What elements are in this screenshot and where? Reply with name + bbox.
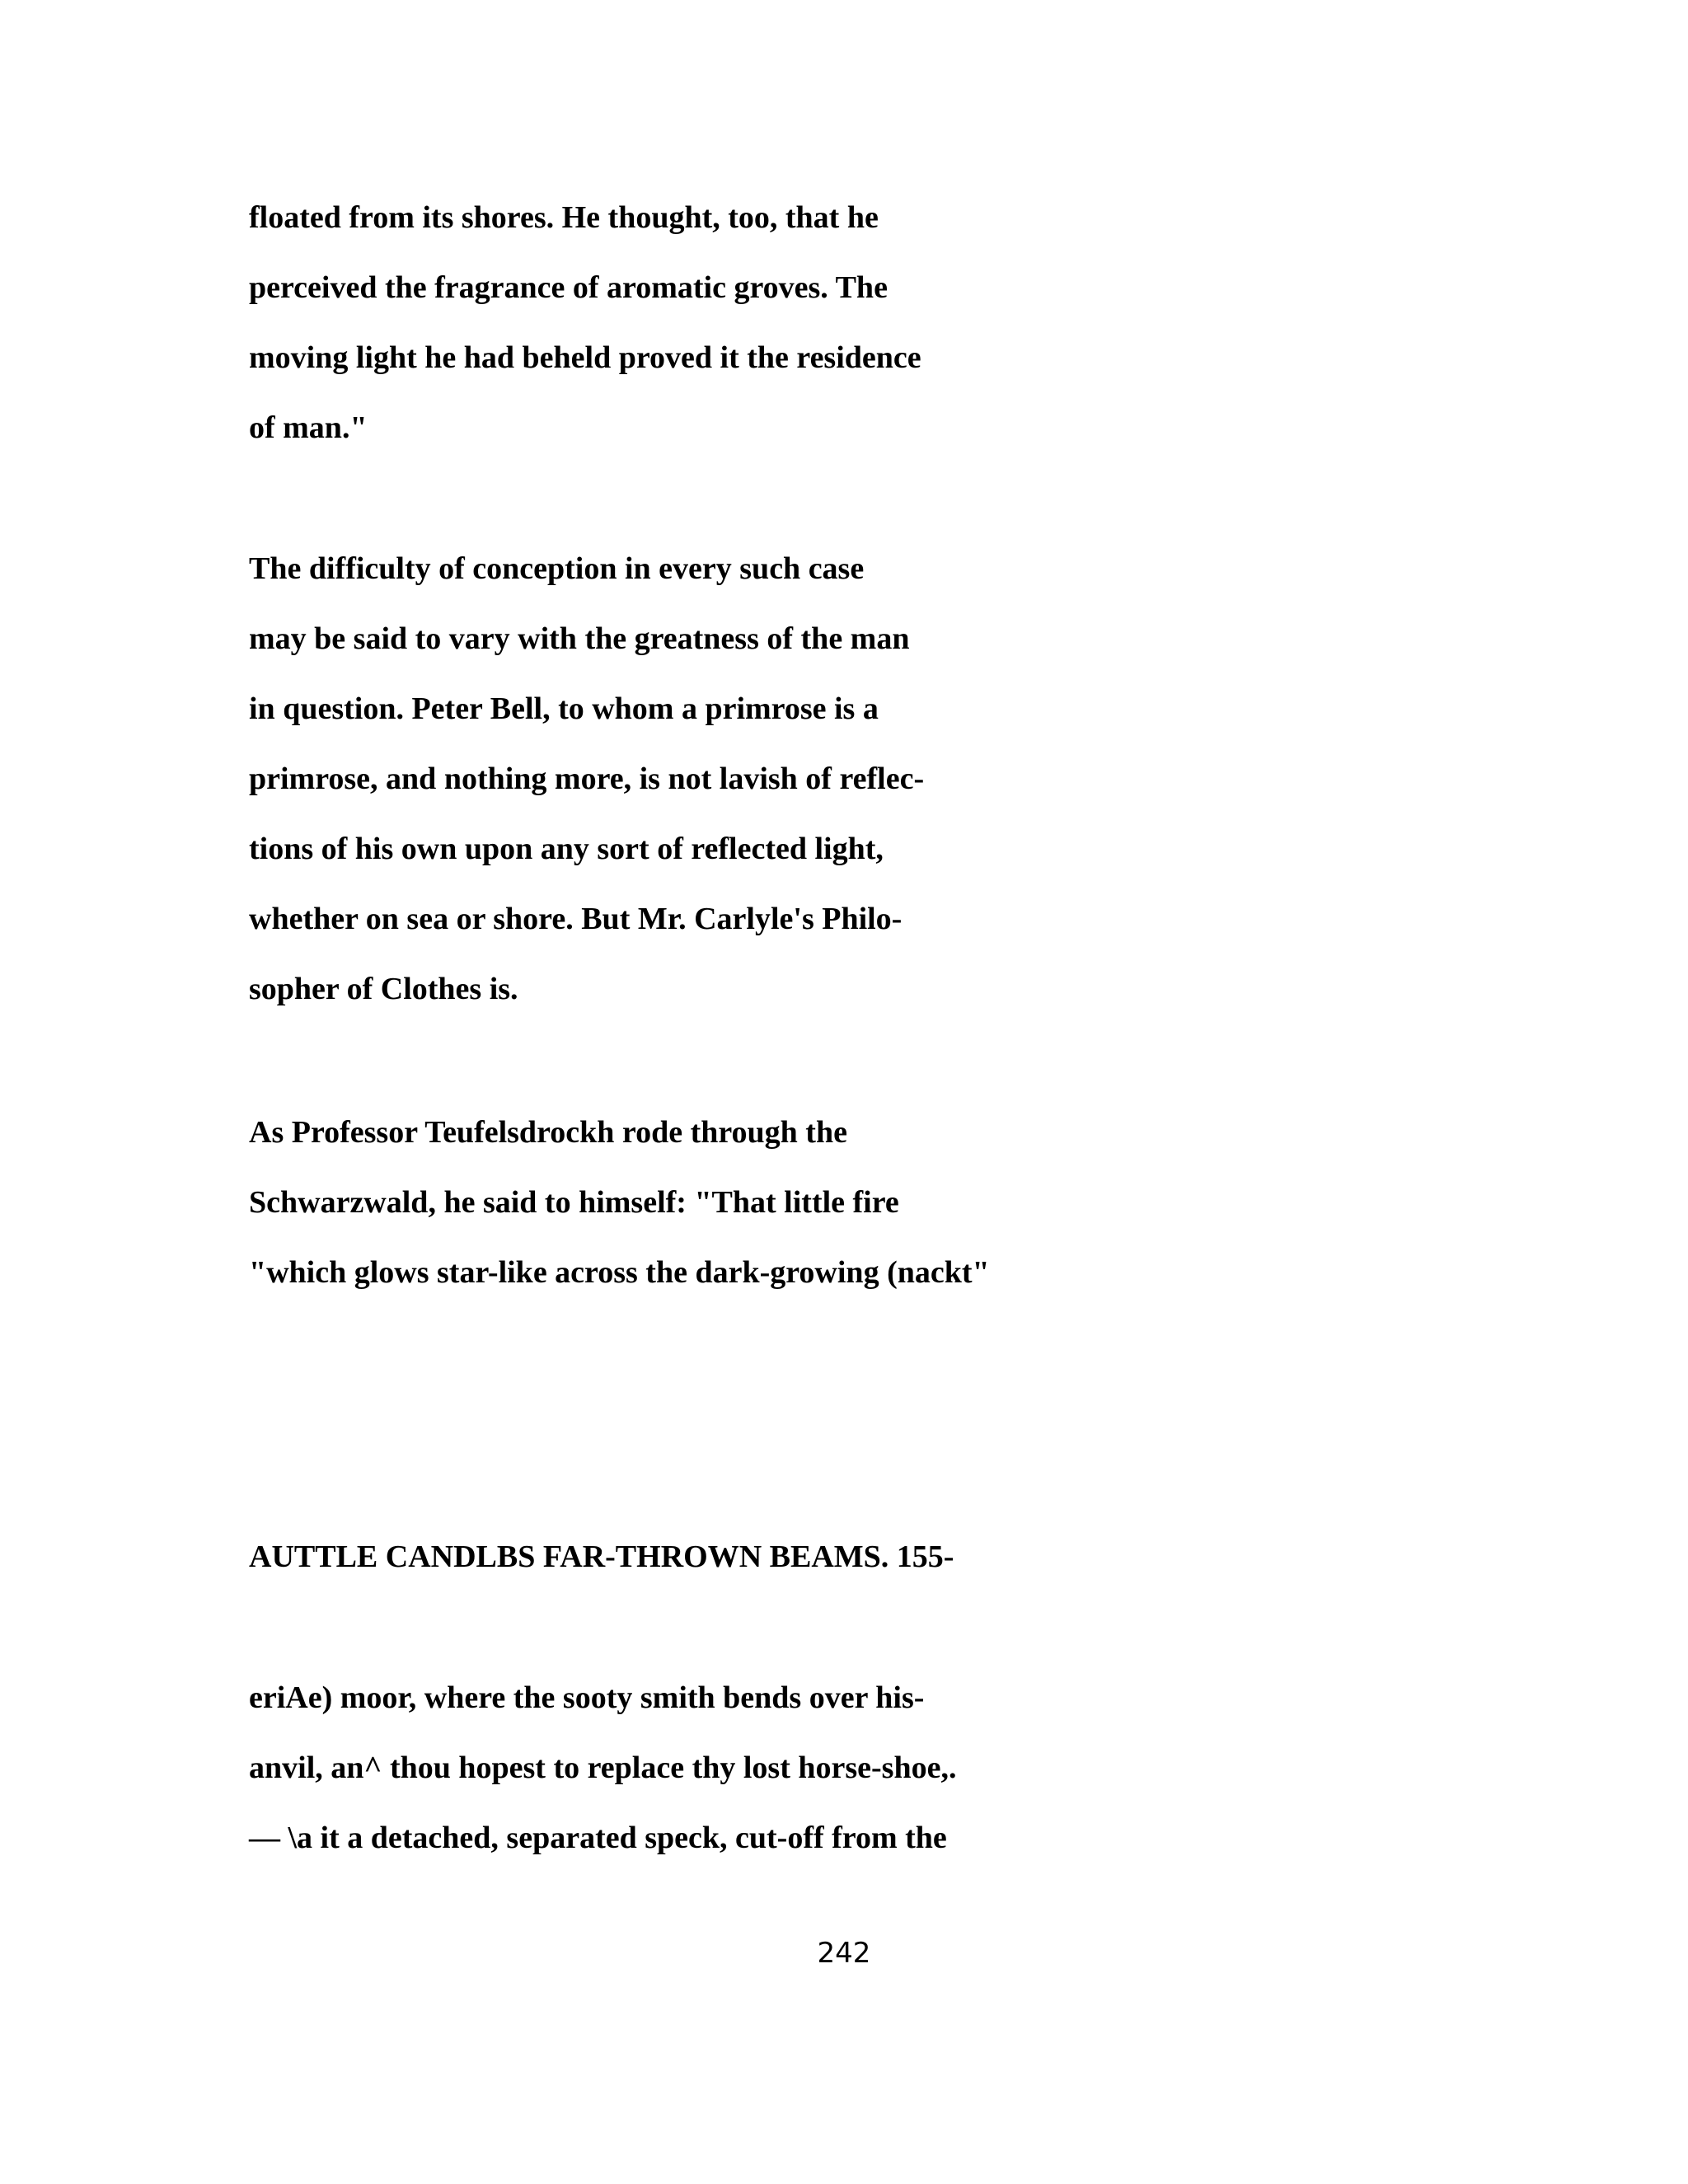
text-line: "which glows star-like across the dark-growing (nackt" — [249, 1255, 990, 1290]
text-line: perceived the fragrance of aromatic groves. The — [249, 270, 888, 305]
text-line: tions of his own upon any sort of reflected light, — [249, 832, 884, 866]
text-line: primrose, and nothing more, is not lavish of reflec- — [249, 762, 925, 796]
text-line: — \a it a detached, separated speck, cut-off from the — [249, 1821, 947, 1855]
text-line: As Professor Teufelsdrockh rode through the — [249, 1115, 847, 1150]
text-line: may be said to vary with the greatness of the man — [249, 621, 910, 656]
text-line: anvil, an^ thou hopest to replace thy lost horse-shoe,. — [249, 1750, 957, 1785]
text-line: floated from its shores. He thought, too, that he — [249, 200, 879, 235]
text-line: of man." — [249, 410, 368, 445]
text-line: eriAe) moor, where the sooty smith bends over his- — [249, 1680, 925, 1715]
text-line: moving light he had beheld proved it the residence — [249, 340, 921, 375]
text-line: sopher of Clothes is. — [249, 972, 518, 1006]
text-line: Schwarzwald, he said to himself: "That little fire — [249, 1185, 899, 1220]
running-head: AUTTLE CANDLBS FAR-THROWN BEAMS. 155- — [249, 1540, 954, 1574]
page-number: 242 — [817, 1937, 871, 1970]
text-line: in question. Peter Bell, to whom a primrose is a — [249, 691, 879, 726]
text-line: whether on sea or shore. But Mr. Carlyle's Philo- — [249, 902, 903, 936]
text-line: The difficulty of conception in every such case — [249, 551, 865, 586]
